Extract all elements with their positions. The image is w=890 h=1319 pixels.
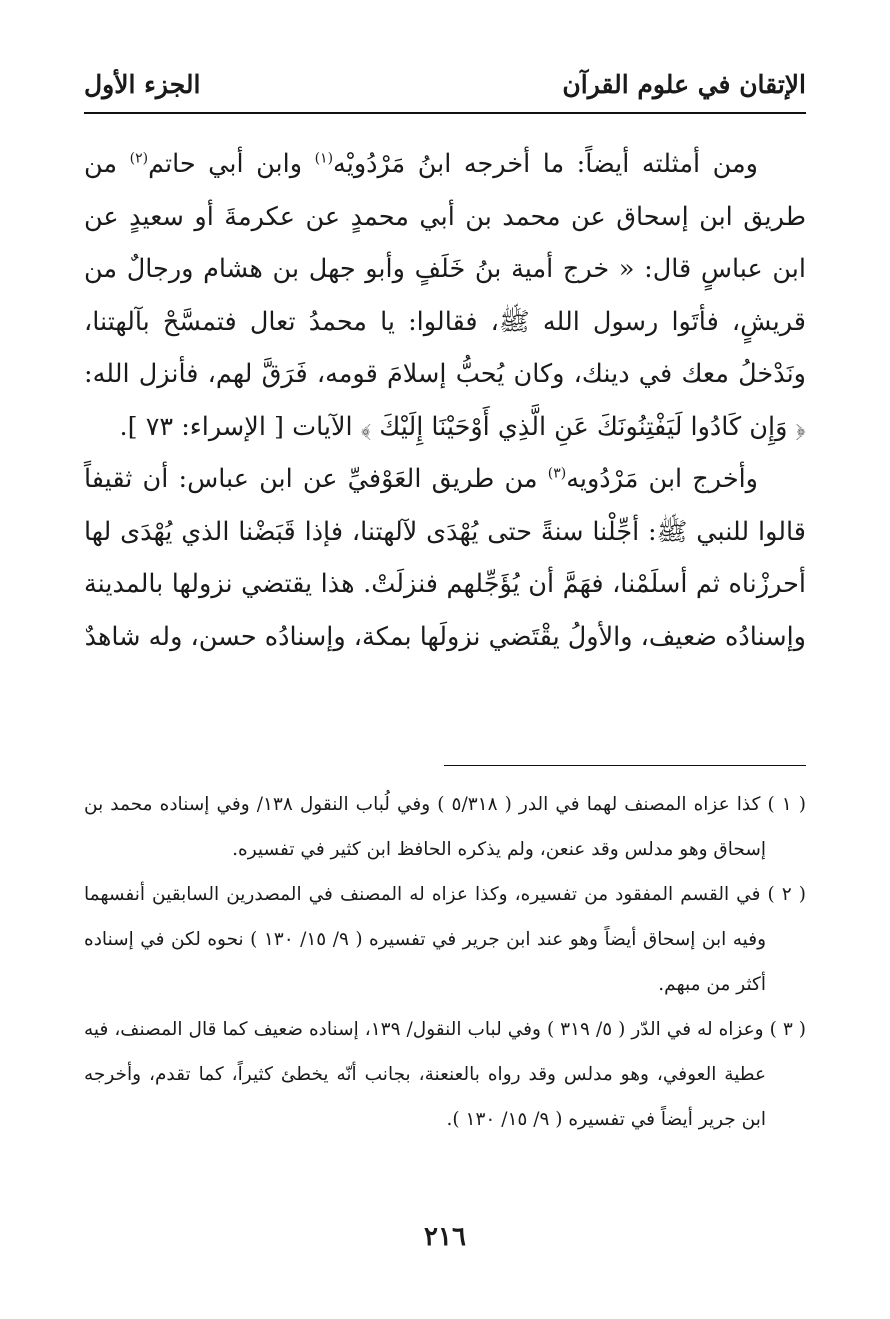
running-header <box>84 62 806 106</box>
footnote-3 <box>84 1007 806 1142</box>
footnote-ref-2: (٢) <box>129 150 149 167</box>
paragraph-2 <box>84 453 806 663</box>
footnote-ref-3: (٣) <box>547 465 567 482</box>
paragraph-2-text-a: وأخرج ابن مَرْدُويه <box>566 464 758 494</box>
footnotes <box>84 782 806 1142</box>
paragraph-1-text-a: ومن أمثلته أيضاً: ما أخرجه ابنُ مَرْدُويْه <box>333 149 758 179</box>
page-number: ٢١٦ <box>424 1222 466 1252</box>
volume-label: الجزء الأول <box>84 69 201 99</box>
footnote-2-text: في القسم المفقود من تفسيره، وكذا عزاه له المصنف في المصدرين السابقين أنفسهما وفيه ابن إسحاق أيضاً وهو عند ابن جرير في تفسيره ( ٩/ ١٥/ ١٣٠ ) نحوه لكن في إسناده أكثر من مبهم. <box>84 884 767 995</box>
footnote-separator <box>444 765 806 766</box>
footnote-2 <box>84 872 806 1007</box>
footnote-3-text: وعزاه له في الدّر ( ٥/ ٣١٩ ) وفي لباب النقول/ ١٣٩، إسناده ضعيف كما قال المصنف، فيه عطية العوفي، وهو مدلس وقد رواه بالعنعنة، بجانب أنّه يخطئ كثيراً، كما تقدم، وأخرجه ابن جرير أيضاً في تفسيره ( ٩/ ١٥/ ١٣٠ ). <box>84 1019 766 1130</box>
footnote-2-number: ( ٢ ) <box>767 884 806 905</box>
paragraph-1-text-b: وابن أبي حاتم <box>148 149 315 179</box>
footnote-ref-1: (١) <box>314 150 334 167</box>
paragraph-2-text-b: من طريق العَوْفيِّ عن ابن عباس: أن ثقيفاً قالوا للنبي ﷺ: أجِّلْنا سنةً حتى يُهْدَى لآلهتنا، فإذا قَبَضْنا الذي يُهْدَى لها أحرزْناه ثم أسلَمْنا، فهَمَّ أن يُؤَجِّلهم فنزلَتْ. هذا يقتضي نزولها بالمدينة وإسنادُه ضعيف، والأولُ يقْتَضي نزولَها بمكة، وإسنادُه حسن، وله شاهدٌ <box>84 464 806 652</box>
book-title: الإتقان في علوم القرآن <box>562 69 806 99</box>
footnote-3-number: ( ٣ ) <box>769 1019 806 1040</box>
paragraph-1-text-c: من طريق ابن إسحاق عن محمد بن أبي محمدٍ عن عكرمةَ أو سعيدٍ عن ابن عباسٍ قال: « خرج أمية بنُ خَلَفٍ وأبو جهل بن هشام ورجالٌ من قريشٍ، فأتَوا رسول الله ﷺ، فقالوا: يا محمدُ تعال فتمسَّحْ بآلهتنا، ونَدْخلُ معك في دينك، وكان يُحبُّ إسلامَ قومه، فَرَقَّ لهم، فأنزل الله: ﴿ وَإِن كَادُوا لَيَفْتِنُونَكَ عَنِ الَّذِي أَوْحَيْنَا إِلَيْكَ ﴾ الآيات [ الإسراء: ٧٣ ]. <box>84 149 806 442</box>
header-rule <box>84 112 806 114</box>
main-text <box>84 138 806 663</box>
footnote-1 <box>84 782 806 872</box>
footnote-1-text: كذا عزاه المصنف لهما في الدر ( ٥/٣١٨ ) وفي لُباب النقول ١٣٨/ وفي إسناده محمد بن إسحاق وهو مدلس وقد عنعن، ولم يذكره الحافظ ابن كثير في تفسيره. <box>84 794 766 860</box>
paragraph-1 <box>84 138 806 453</box>
footnote-1-number: ( ١ ) <box>767 794 806 815</box>
